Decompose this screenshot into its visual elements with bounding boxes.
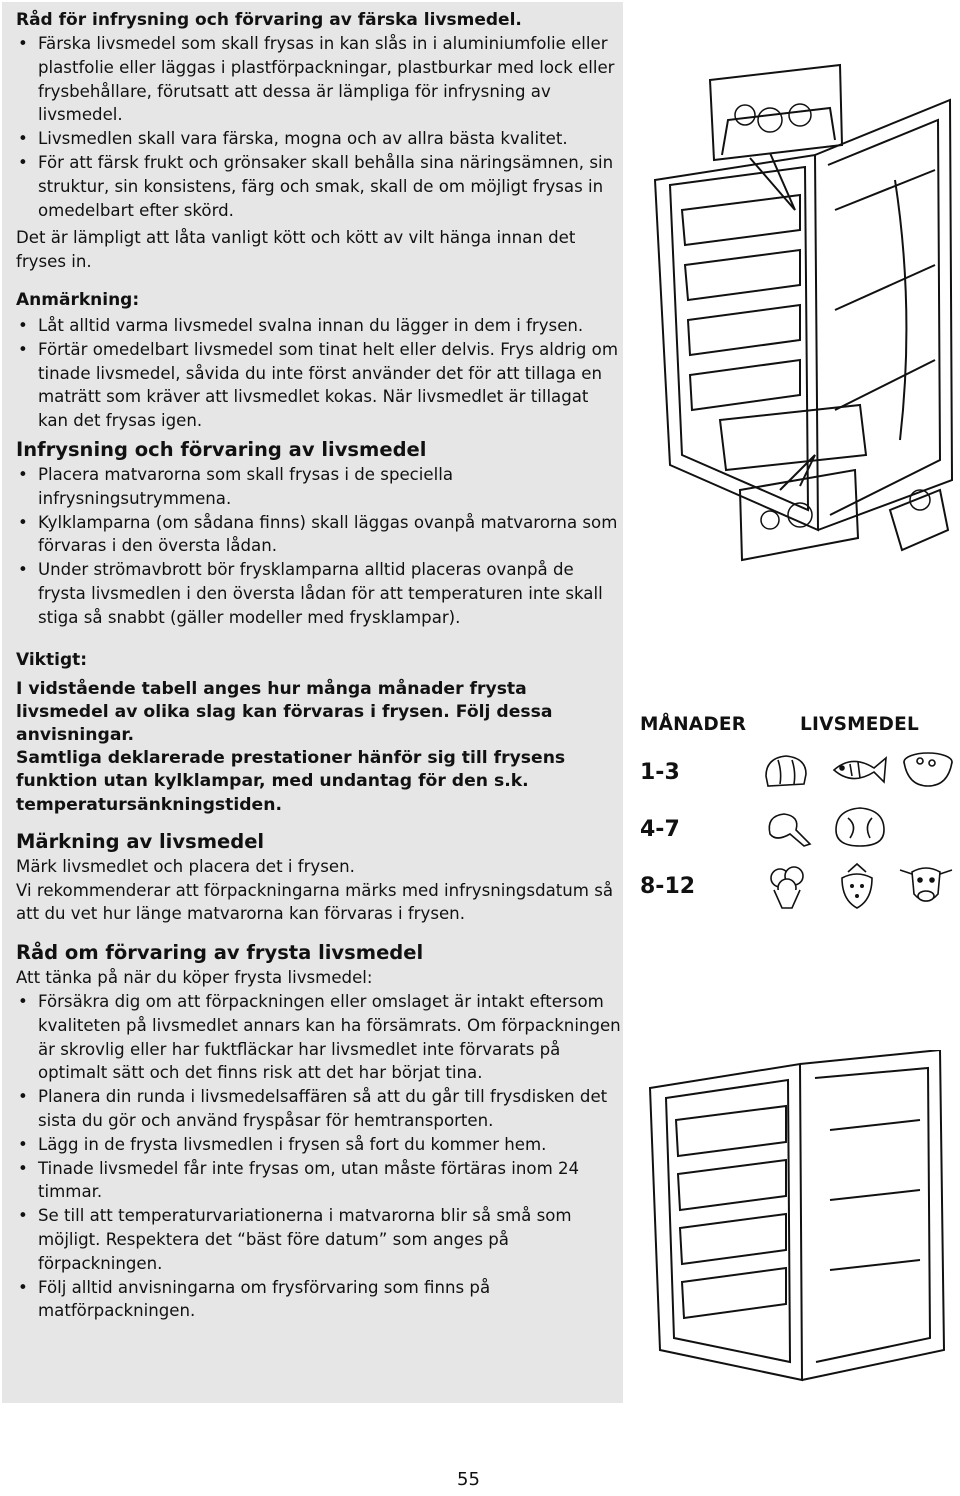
- section-heading: Anmärkning:: [16, 289, 140, 310]
- list-item: • Kylklamparna (om sådana finns) skall läggas ovanpå matvarorna som förvaras i den översta lådan.: [16, 511, 623, 559]
- roast-chicken-icon: [828, 800, 892, 852]
- section-heading: Märkning av livsmedel: [16, 829, 265, 853]
- paragraph: Märk livsmedlet och placera det i frysen.: [16, 856, 355, 876]
- bullet-list: [16, 32, 623, 222]
- freezer-closed-illustration: [640, 1050, 956, 1390]
- cow-icon: [896, 856, 956, 912]
- storage-table: [628, 700, 958, 930]
- page-number: 55: [457, 1469, 480, 1490]
- bullet-list: [16, 990, 623, 1323]
- bullet-list: [16, 463, 623, 630]
- list-item: • Tinade livsmedel får inte frysas om, utan måste förtäras inom 24 timmar.: [16, 1157, 623, 1205]
- list-item: • Förtär omedelbart livsmedel som tinat helt eller delvis. Frys aldrig om tinade livsmedel, såvida du inte först använder det för att tillaga en maträtt som kräver att livsmedlet kokas. När livsmedlet är tillagat kan det frysas igen.: [16, 338, 623, 433]
- list-item: • Följ alltid anvisningarna om frysförvaring som finns på matförpackningen.: [16, 1276, 623, 1324]
- bread-icon: [760, 748, 820, 792]
- list-item: • Livsmedlen skall vara färska, mogna och av allra bästa kvalitet.: [16, 127, 623, 151]
- paragraph: Vi rekommenderar att förpackningarna märks med infrysningsdatum så att du vet hur länge matvarorna kan förvaras i frysen.: [16, 880, 614, 924]
- months-label: 1-3: [640, 760, 680, 785]
- section-heading: Infrysning och förvaring av livsmedel: [16, 437, 427, 461]
- list-item: • Se till att temperaturvariationerna i matvarorna blir så små som möjligt. Respektera det “bäst före datum” som anges på förpackningen.: [16, 1204, 623, 1275]
- chicken-leg-icon: [760, 804, 820, 850]
- soup-bowl-icon: [900, 746, 956, 792]
- cauliflower-icon: [760, 860, 816, 912]
- column-header-food: LIVSMEDEL: [800, 714, 919, 735]
- column-header-months: MÅNADER: [640, 714, 747, 735]
- freezer-open-drawers-illustration: [630, 60, 958, 580]
- section-heading: Råd om förvaring av frysta livsmedel: [16, 941, 424, 965]
- list-item: • Färska livsmedel som skall frysas in kan slås in i aluminiumfolie eller plastfolie eller läggas i plastförpackningar, plastburkar med lock eller frysbehållare, förutsatt att dessa är lämpliga för infrysning av livsmedel.: [16, 32, 623, 127]
- paragraph: Det är lämpligt att låta vanligt kött och kött av vilt hänga innan det fryses in.: [16, 228, 576, 272]
- section-heading: Råd för infrysning och förvaring av färska livsmedel.: [16, 10, 522, 30]
- list-item: • Planera din runda i livsmedelsaffären så att du går till frysdisken det sista du gör och använd fryspåsar för hemtransporten.: [16, 1085, 623, 1133]
- section-heading: Viktigt:: [16, 649, 88, 670]
- months-label: 4-7: [640, 817, 680, 842]
- fish-icon: [828, 748, 892, 792]
- strawberry-icon: [832, 860, 882, 912]
- bold-paragraph: I vidstående tabell anges hur många månader frysta livsmedel av olika slag kan förvaras i frysen. Följ dessa anvisningar.: [16, 678, 553, 745]
- list-item: • För att färsk frukt och grönsaker skall behålla sina näringsämnen, sin struktur, sin konsistens, färg och smak, skall de om möjligt frysas in omedelbart efter skörd.: [16, 151, 623, 222]
- list-item: • Placera matvarorna som skall frysas i de speciella infrysningsutrymmena.: [16, 463, 623, 511]
- bullet-list: [16, 314, 623, 433]
- paragraph: Att tänka på när du köper frysta livsmedel:: [16, 968, 373, 988]
- text-column: [2, 2, 623, 1403]
- list-item: • Under strömavbrott bör frysklamparna alltid placeras ovanpå de frysta livsmedlen i den översta lådan för att temperaturen inte skall stiga så snabbt (gäller modeller med frysklampar).: [16, 558, 623, 629]
- bold-paragraph: Samtliga deklarerade prestationer hänför sig till frysens funktion utan kylklampar, med undantag för den s.k. temperatursänkningstiden.: [16, 748, 566, 815]
- list-item: • Låt alltid varma livsmedel svalna innan du lägger in dem i frysen.: [16, 314, 623, 338]
- months-label: 8-12: [640, 874, 696, 899]
- list-item: • Lägg in de frysta livsmedlen i frysen så fort du kommer hem.: [16, 1133, 623, 1157]
- list-item: • Försäkra dig om att förpackningen eller omslaget är intakt eftersom kvaliteten på livsmedlet annars kan ha försämrats. Om förpackningen är skrovlig eller har fuktfläckar har livsmedlet inte förvarats på optimalt sätt och det finns risk att det har börjat tina.: [16, 990, 623, 1085]
